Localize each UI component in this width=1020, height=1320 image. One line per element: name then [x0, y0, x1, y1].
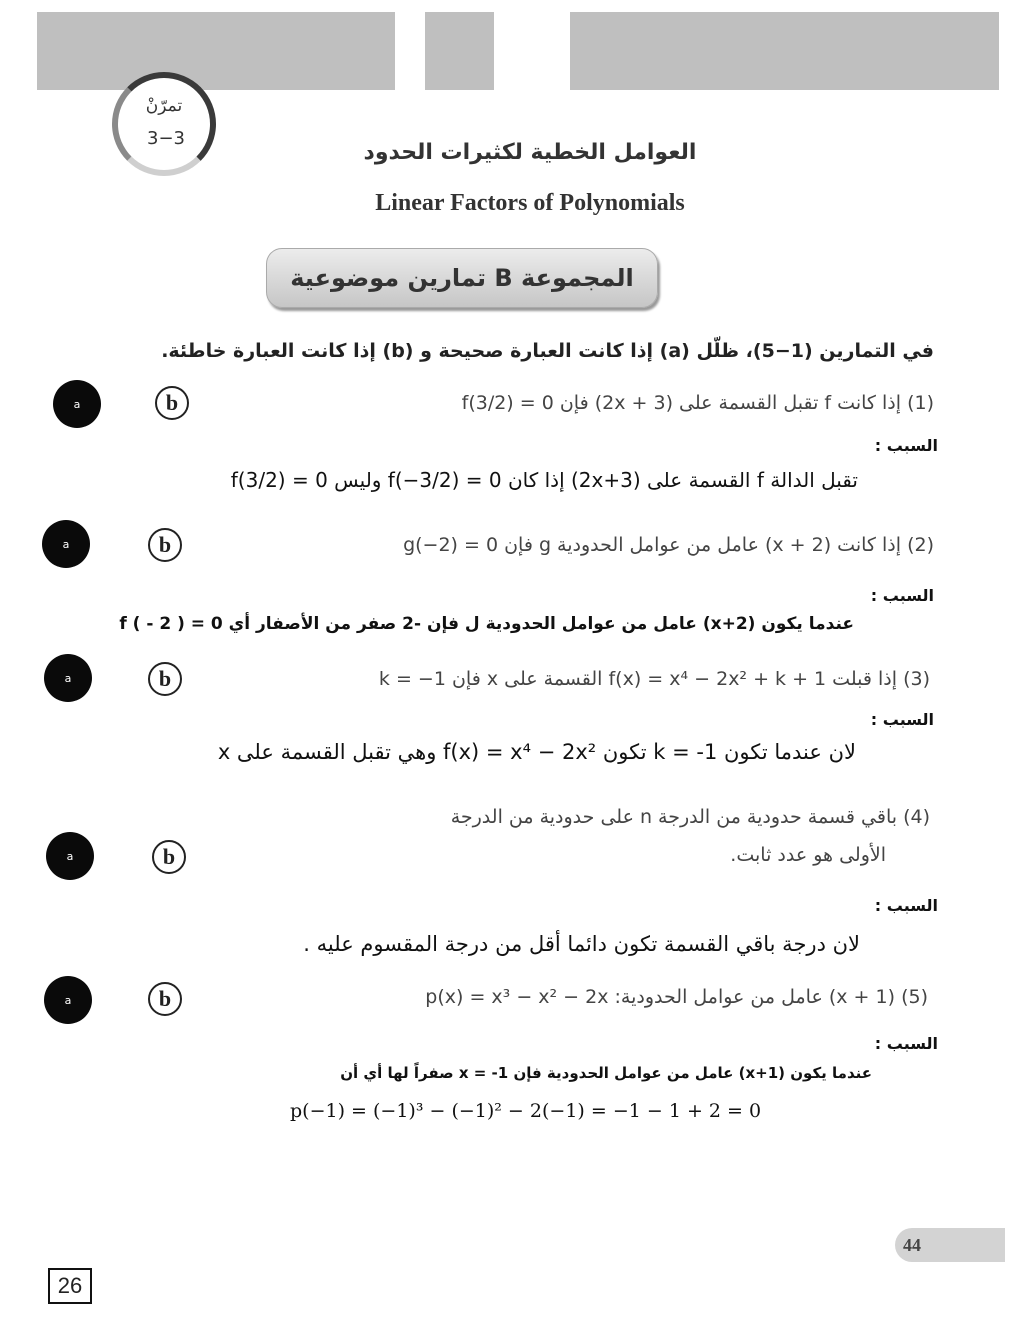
exercise-1-reason: تقبل الدالة f القسمة على (2x+3) إذا كان f(−3/2) = 0 وليس f(3/2) = 0: [230, 468, 858, 492]
lesson-title-arabic: العوامل الخطية لكثيرات الحدود: [363, 140, 697, 165]
exercise-3-statement: [379, 668, 930, 690]
option-b[interactable]: b: [155, 386, 189, 420]
exercise-2-reason: عندما يكون (x+2) عامل من عوامل الحدودية ل فإن -2 صفر من الأصفار أي f ( - 2 ) = 0: [119, 614, 854, 634]
reason-label: السبب :: [874, 896, 938, 915]
statement-text: إذا كانت f تقبل القسمة على (2x + 3) فإن f(3/2) = 0: [461, 392, 902, 414]
header-bar-middle: [425, 12, 494, 90]
reason-label: السبب :: [874, 436, 938, 455]
exercise-3-reason: لان عندما تكون k = -1 تكون f(x) = x⁴ − 2x² وهي تقبل القسمة على x: [217, 740, 856, 764]
option-b[interactable]: b: [152, 840, 186, 874]
statement-text: إذا كانت (x + 2) عامل من عوامل الحدودية g فإن g(−2) = 0: [403, 534, 902, 556]
exercise-4-statement-line2: الأولى هو عدد ثابت.: [730, 844, 886, 866]
group-label: المجموعة B تمارين موضوعية: [266, 248, 658, 308]
option-b[interactable]: b: [148, 662, 182, 696]
exercise-2-statement: [403, 534, 934, 556]
exercise-4-reason: لان درجة باقي القسمة تكون دائما أقل من درجة المقسوم عليه .: [303, 932, 860, 956]
exercise-number: (2): [907, 534, 934, 556]
option-a-filled[interactable]: a: [53, 380, 101, 428]
exercise-4-statement-line1: [451, 806, 930, 828]
exercise-number: (1): [907, 392, 934, 414]
statement-text: باقي قسمة حدودية من الدرجة n على حدودية من الدرجة: [450, 806, 898, 828]
exercise-1-statement: [462, 392, 934, 414]
exercise-5-reason: عندما يكون (x+1) عامل من عوامل الحدودية فإن x = -1 صفراً لها أي أن: [340, 1064, 872, 1082]
reason-label: السبب :: [874, 1034, 938, 1053]
statement-text: (x + 1) عامل من عوامل الحدودية: p(x) = x³ − x² − 2x: [425, 986, 896, 1008]
exercise-5-equation: p(−1) = (−1)³ − (−1)² − 2(−1) = −1 − 1 + 2 = 0: [290, 1100, 762, 1122]
exercise-number: (5): [901, 986, 928, 1008]
option-a-filled[interactable]: a: [42, 520, 90, 568]
option-a-filled[interactable]: a: [44, 654, 92, 702]
option-a-filled[interactable]: a: [46, 832, 94, 880]
exercise-5-statement: [425, 986, 928, 1008]
page-number: 44: [895, 1228, 1005, 1262]
reason-label: السبب :: [870, 710, 934, 729]
exercise-number: (4): [903, 806, 930, 828]
badge-label: تمرّنْ: [145, 96, 183, 116]
reason-label: السبب :: [870, 586, 934, 605]
lesson-title-english: Linear Factors of Polynomials: [375, 190, 685, 216]
boxed-page-number: 26: [48, 1268, 92, 1304]
instruction-text: في التمارين (1−5)، ظلّل (a) إذا كانت العبارة صحيحة و (b) إذا كانت العبارة خاطئة.: [161, 340, 934, 362]
option-b[interactable]: b: [148, 982, 182, 1016]
exercise-badge: [112, 72, 216, 176]
header-bar-left: [37, 12, 395, 90]
option-b[interactable]: b: [148, 528, 182, 562]
header-bar-right: [570, 12, 999, 90]
badge-number: 3−3: [147, 128, 185, 149]
option-a-filled[interactable]: a: [44, 976, 92, 1024]
statement-text: إذا قبلت f(x) = x⁴ − 2x² + k + 1 القسمة على x فإن k = −1: [378, 668, 898, 690]
exercise-number: (3): [903, 668, 930, 690]
